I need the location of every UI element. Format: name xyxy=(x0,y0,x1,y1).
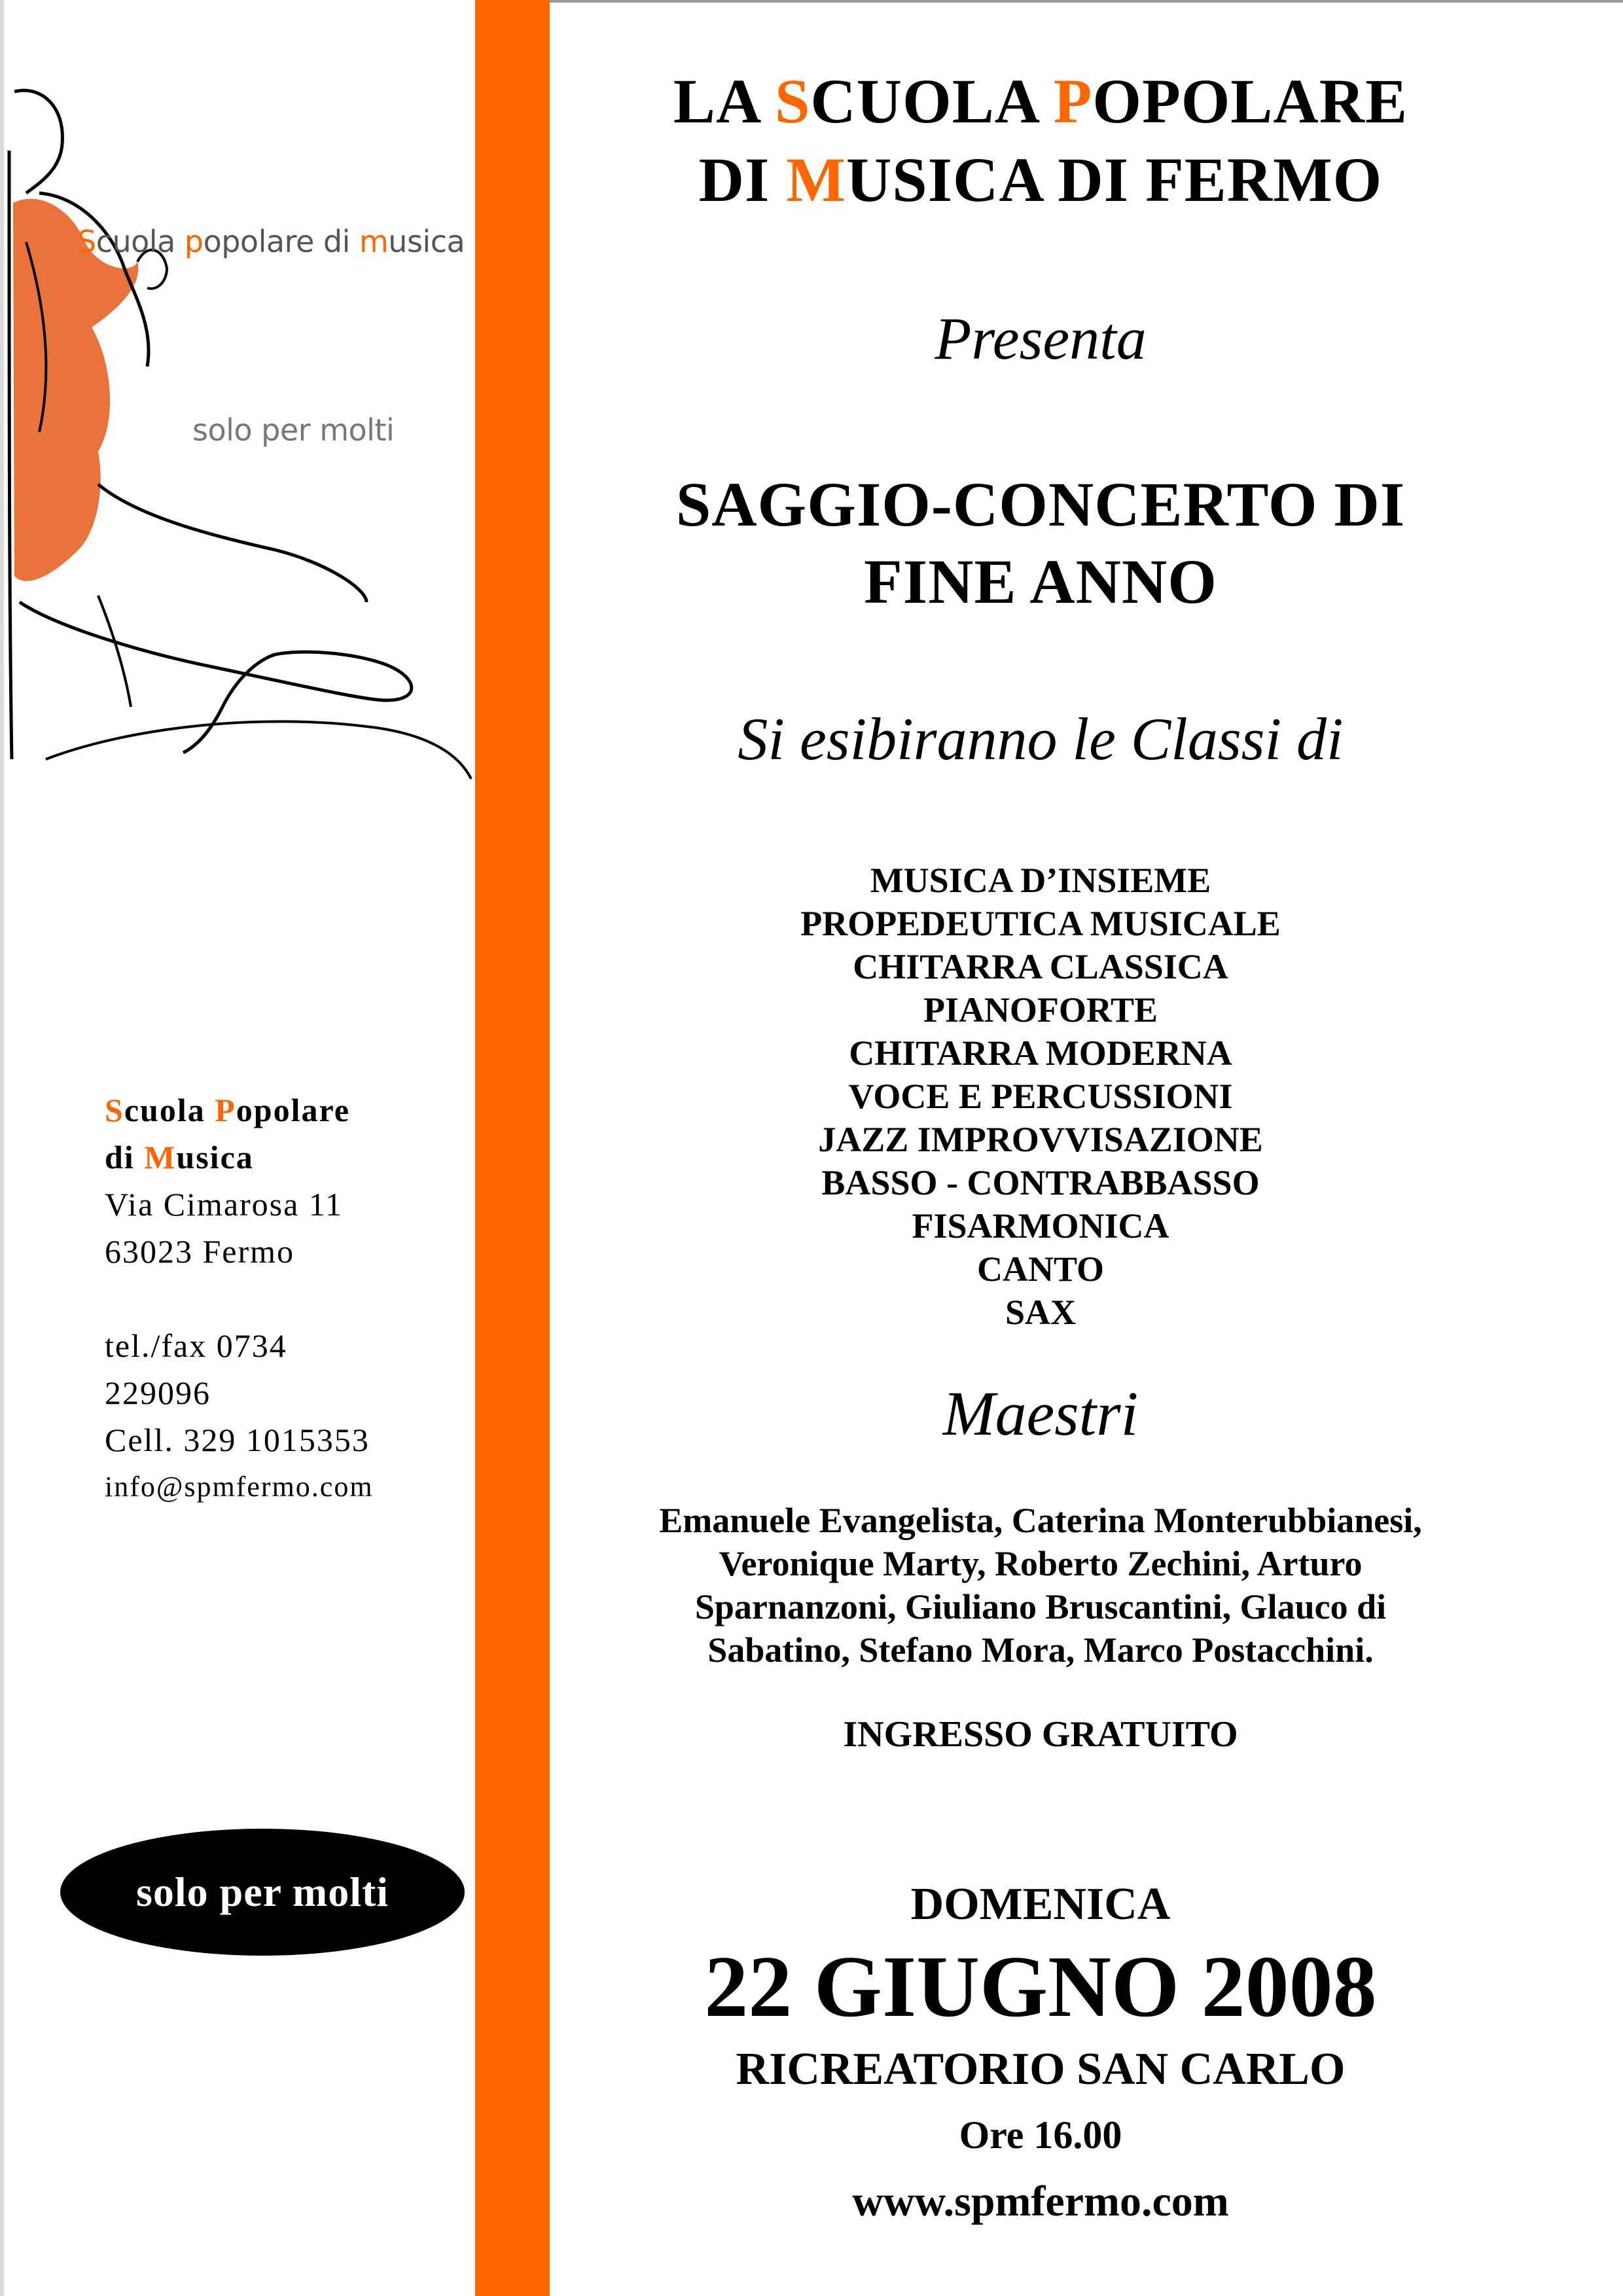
event-title-line1: SAGGIO-CONCERTO DI xyxy=(675,469,1406,539)
list-item: VOCE E PERCUSSIONI xyxy=(848,1077,1233,1116)
event-title-line2: FINE ANNO xyxy=(864,547,1217,617)
list-item: FISARMONICA xyxy=(912,1206,1169,1246)
event-time: Ore 16.00 xyxy=(959,2113,1122,2157)
header-line1: LA SCUOLA POPOLARE xyxy=(673,66,1408,136)
maestri-heading: Maestri xyxy=(942,1378,1139,1448)
list-item: CHITARRA MODERNA xyxy=(849,1033,1232,1073)
logo-subtitle: solo per molti xyxy=(192,412,395,448)
orange-vertical-bar xyxy=(475,0,550,2296)
list-item: MUSICA D’INSIEME xyxy=(870,861,1211,900)
address-city: 63023 Fermo xyxy=(105,1233,295,1270)
top-rule xyxy=(550,0,1623,3)
header-line2: DI MUSICA DI FERMO xyxy=(698,145,1383,215)
address-email: info@spmfermo.com xyxy=(105,1471,374,1503)
event-day: DOMENICA xyxy=(910,1879,1171,1929)
address-name-line1: Scuola Popolare xyxy=(105,1092,350,1128)
address-tel-line1: tel./fax 0734 xyxy=(105,1327,287,1364)
presenta-text: Presenta xyxy=(935,305,1147,372)
list-item: PIANOFORTE xyxy=(923,990,1158,1030)
address-name-line2: di Musica xyxy=(105,1139,254,1175)
maestri-line: Sparnanzoni, Giuliano Bruscantini, Glauco di xyxy=(694,1587,1387,1626)
list-item: JAZZ IMPROVVISAZIONE xyxy=(818,1120,1263,1159)
list-item: BASSO - CONTRABBASSO xyxy=(821,1163,1260,1202)
ingresso-gratuito: INGRESSO GRATUITO xyxy=(843,1714,1238,1755)
classes-list xyxy=(550,859,1531,1334)
event-venue: RICREATORIO SAN CARLO xyxy=(736,2044,1346,2094)
list-item: CANTO xyxy=(976,1249,1105,1289)
classes-intro: Si esibiranno le Classi di xyxy=(738,706,1344,772)
address-block xyxy=(105,1086,374,1511)
list-item: CHITARRA CLASSICA xyxy=(853,947,1228,986)
slogan-ellipse xyxy=(60,1829,465,1956)
maestri-line: Veronique Marty, Roberto Zechini, Arturo xyxy=(719,1544,1363,1583)
event-date: 22 GIUGNO 2008 xyxy=(704,1938,1377,2035)
maestri-line: Sabatino, Stefano Mora, Marco Postacchini. xyxy=(707,1630,1374,1670)
logo-title: Scuola popolare di musica xyxy=(77,224,465,259)
dancer-figure-icon xyxy=(0,79,475,831)
address-street: Via Cimarosa 11 xyxy=(105,1186,343,1223)
address-spacer xyxy=(105,1275,374,1322)
address-cell: Cell. 329 1015353 xyxy=(105,1422,370,1458)
slogan-text: solo per molti xyxy=(135,1869,389,1915)
school-logo xyxy=(0,79,475,831)
website-link[interactable]: www.spmfermo.com xyxy=(852,2178,1229,2225)
list-item: SAX xyxy=(1005,1293,1077,1332)
list-item: PROPEDEUTICA MUSICALE xyxy=(800,904,1281,943)
maestri-list xyxy=(550,1499,1531,1672)
maestri-line: Emanuele Evangelista, Caterina Monterubbianesi, xyxy=(659,1501,1422,1540)
address-tel-line2: 229096 xyxy=(105,1374,211,1411)
